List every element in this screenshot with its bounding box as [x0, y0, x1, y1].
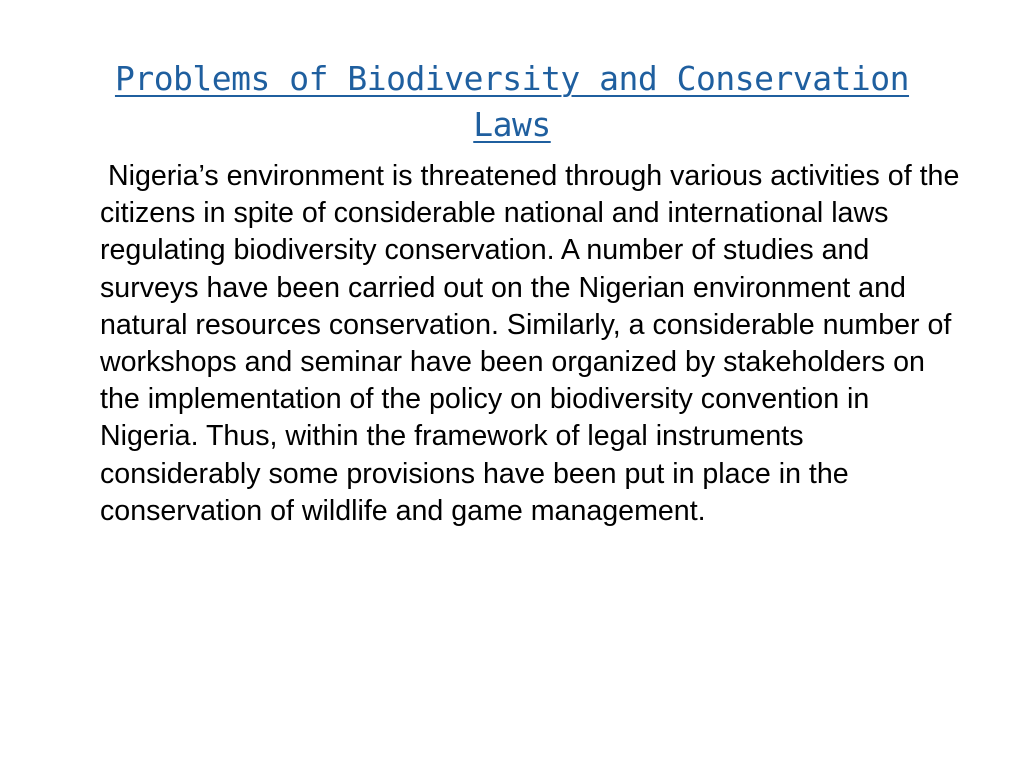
slide-body-text: Nigeria’s environment is threatened through various activities of the citizens in spite of considerable national and international laws regulating biodiversity conservation. A number of studies and surveys have been carried out on the Nigerian environment and natural resources conservation. Similarly, a considerable number of workshops and seminar have been organized by stakeholders on the implementation of the policy on biodiversity convention in Nigeria. Thus, within the framework of legal instruments considerably some provisions have been put in place in the conservation of wildlife and game management.	[100, 160, 968, 527]
slide-title: Problems of Biodiversity and Conservation Laws	[114, 59, 910, 144]
